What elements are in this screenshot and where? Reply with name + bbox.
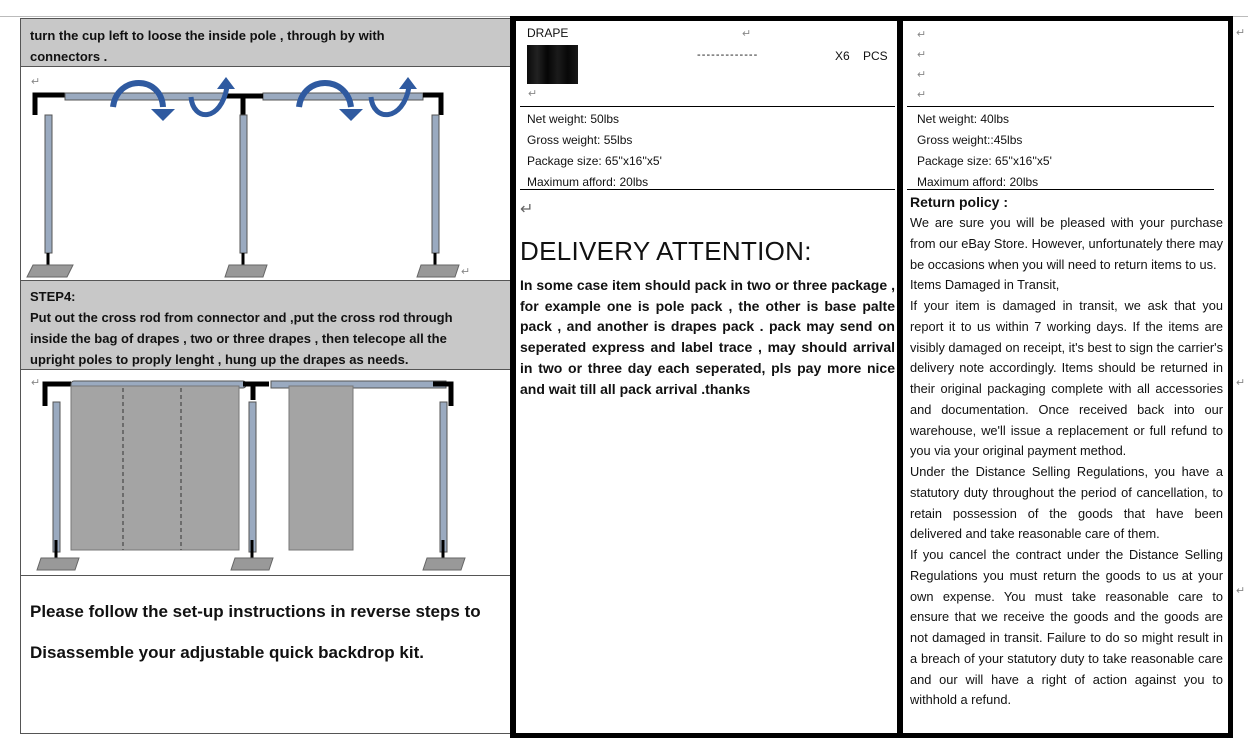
paragraph-mark-icon: ↵	[1236, 27, 1246, 39]
spec-gross-weight: Gross weight::45lbs	[917, 133, 1023, 147]
step4-text: Put out the cross rod from connector and ,put the cross rod through inside the bag of drapes , two or three drapes , then telecope all the upright poles to proply lenght , hung up the drapes as needs.	[30, 310, 453, 367]
spec-package-size: Package size: 65''x16''x5'	[917, 154, 1052, 168]
step3-text: turn the cup left to loose the inside pole , through by with connectors .	[30, 28, 385, 64]
delivery-text: In some case item should pack in two or three package , for example one is pole pack , the other is base palte pack , and another is drapes pack . pack may send on seperated express and label trace , may should arrival in two or three day each seperated, pls pay more nice and wait till all pack arrival .thanks	[520, 277, 895, 397]
paragraph-mark-icon: ↵	[1236, 377, 1246, 389]
step4-row	[21, 281, 511, 370]
quantity: X6 PCS	[835, 49, 888, 63]
paragraph-mark-icon: ↵	[31, 76, 41, 88]
spec-rule-bottom	[520, 189, 895, 190]
spec-list	[917, 109, 1052, 193]
right-column	[903, 21, 1228, 733]
spec-rule-bottom	[907, 189, 1214, 190]
return-paragraph: Under the Distance Selling Regulations, you have a statutory duty throughout the period of cancellation, to retain possession of the goods that have been delivered and take reasonable care of them.	[910, 464, 1223, 542]
return-policy-body	[910, 213, 1223, 711]
bottom-border-thick	[510, 733, 1233, 738]
divider-right-thick	[1228, 18, 1233, 738]
spec-gross-weight: Gross weight: 55lbs	[527, 133, 633, 147]
paragraph-marks: ↵ ↵ ↵ ↵	[917, 29, 927, 101]
paragraph-mark-icon: ↵	[1236, 585, 1246, 597]
return-paragraph: Items Damaged in Transit,	[910, 277, 1060, 293]
paragraph-mark-icon: ↵	[742, 28, 752, 40]
spec-package-size: Package size: 65''x16''x5'	[527, 154, 662, 168]
middle-column	[516, 21, 897, 733]
drape-swatch	[527, 45, 578, 84]
paragraph-mark-icon: ↵	[461, 266, 471, 278]
left-column	[20, 18, 512, 734]
backdrop-frame-illustration	[21, 67, 511, 280]
return-paragraph: We are sure you will be pleased with your purchase from our eBay Store. However, unfortunately there may be occasions when you will need to return items to us.	[910, 215, 1223, 272]
figure-hang-drapes	[21, 370, 511, 576]
paragraph-mark-icon: ↵	[31, 377, 41, 389]
spec-rule-top	[907, 106, 1214, 107]
drape-frame-illustration	[21, 370, 511, 575]
spec-max-afford: Maximum afford: 20lbs	[917, 175, 1039, 189]
return-title: Return policy :	[910, 194, 1009, 210]
dashes: - - - - - - - - - - - - -	[697, 49, 757, 61]
step3-row	[21, 19, 511, 67]
drape-label: DRAPE	[527, 26, 569, 40]
spec-net-weight: Net weight: 50lbs	[527, 112, 620, 126]
delivery-title: DELIVERY ATTENTION:	[520, 236, 812, 266]
figure-twist-poles	[21, 67, 511, 281]
step4-label: STEP4:	[30, 289, 76, 304]
spec-max-afford: Maximum afford: 20lbs	[527, 175, 649, 189]
spec-rule-top	[520, 106, 895, 107]
return-paragraph: If you cancel the contract under the Distance Selling Regulations you must return the goods to us at your own expense. You must take reasonable care to ensure that we receive the goods and the goods are not damaged in transit. Failure to do so might result in a breach of your statutory duty to take reasonable care and our will have a right of action against you to withhold a refund.	[910, 547, 1223, 708]
spec-list	[527, 109, 662, 193]
reverse-instructions: Please follow the set-up instructions in reverse steps to Disassemble your adjustable quick backdrop kit.	[30, 602, 481, 662]
spec-net-weight: Net weight: 40lbs	[917, 112, 1010, 126]
paragraph-mark-icon: ↵	[520, 201, 534, 218]
paragraph-mark-icon: ↵	[528, 88, 538, 100]
return-paragraph: If your item is damaged in transit, we ask that you report it to us within 7 working days. If the items are visibly damaged on receipt, it's best to sign the carrier's delivery note accordingly. Items should be returned in their original packaging complete with all accessories and documentation. Once received back into our warehouse, we'll issue a replacement or full refund to you via your original payment method.	[910, 298, 1223, 459]
